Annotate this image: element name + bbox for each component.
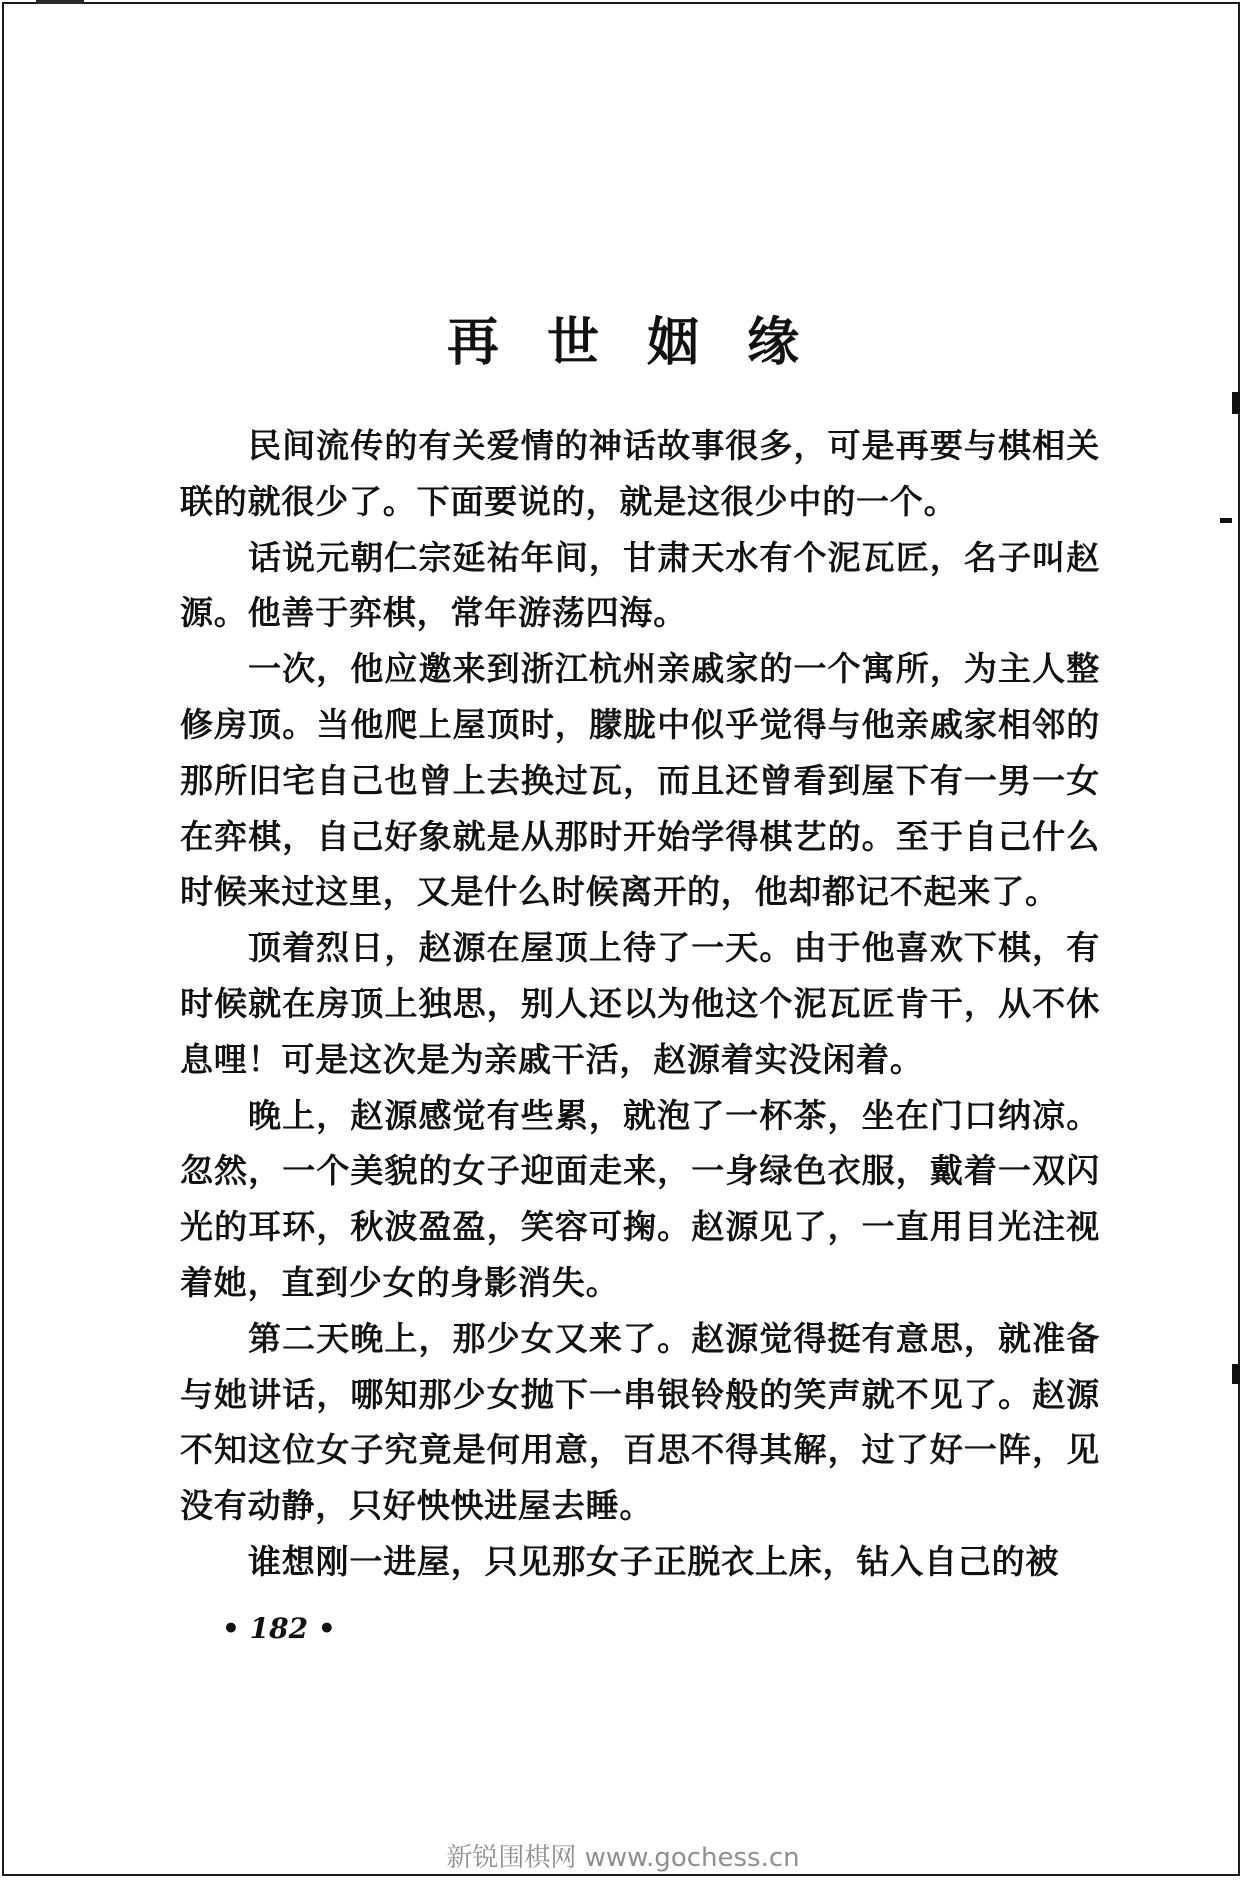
watermark: 新锐围棋网 www.gochess.cn <box>446 1843 800 1873</box>
paragraph: 顶着烈日，赵源在屋顶上待了一天。由于他喜欢下棋，有时候就在房顶上独思，别人还以为他这个泥瓦匠肯干，从不休息哩！可是这次是为亲戚干活，赵源着实没闲着。 <box>180 928 1100 1079</box>
edge-scan-mark <box>1220 518 1232 523</box>
paragraph: 第二天晚上，那少女又来了。赵源觉得挺有意思，就准备与她讲话，哪知那少女抛下一串银铃般的笑声就不见了。赵源不知这位女子究竟是何用意，百思不得其解，过了好一阵，见没有动静，只好怏怏进屋去睡。 <box>180 1318 1100 1526</box>
paragraph: 晚上，赵源感觉有些累，就泡了一杯茶，坐在门口纳凉。忽然，一个美貌的女子迎面走来，一身绿色衣服，戴着一双闪光的耳环，秋波盈盈，笑容可掬。赵源见了，一直用目光注视着她，直到少女的身影消失。 <box>180 1095 1100 1302</box>
edge-scan-mark <box>1232 392 1240 414</box>
paragraph: 话说元朝仁宗延祐年间，甘肃天水有个泥瓦匠，名子叫赵源。他善于弈棋，常年游荡四海。 <box>180 537 1100 633</box>
paragraph: 谁想刚一进屋，只见那女子正脱衣上床，钻入自己的被 <box>248 1541 1060 1581</box>
body-text <box>180 418 1100 1590</box>
page-title: 再世姻缘 <box>446 312 847 373</box>
corner-scan-mark <box>36 0 84 4</box>
paragraph: 一次，他应邀来到浙江杭州亲戚家的一个寓所，为主人整修房顶。当他爬上屋顶时，朦胧中似乎觉得与他亲戚家相邻的那所旧宅自己也曾上去换过瓦，而且还曾看到屋下有一男一女在弈棋，自己好象就是从那时开始学得棋艺的。至于自己什么时候来过这里，又是什么时候离开的，他却都记不起来了。 <box>180 649 1100 912</box>
paragraph: 民间流传的有关爱情的神话故事很多，可是再要与棋相关联的就很少了。下面要说的，就是这很少中的一个。 <box>180 426 1100 521</box>
page-number: • 182 • <box>222 1612 336 1645</box>
edge-scan-mark <box>1232 1364 1240 1384</box>
